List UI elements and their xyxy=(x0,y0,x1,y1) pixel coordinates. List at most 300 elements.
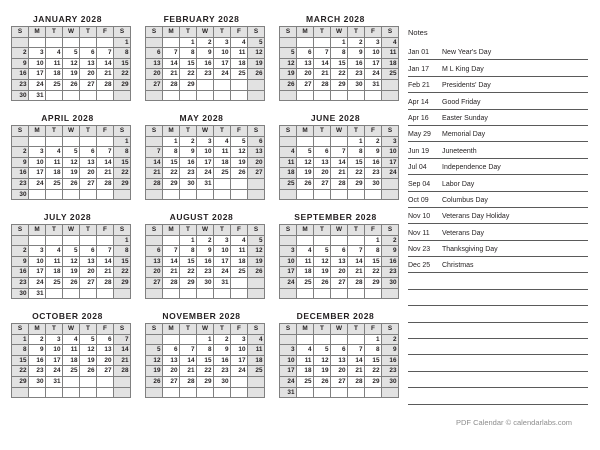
day-cell[interactable]: 19 xyxy=(248,256,265,267)
day-cell[interactable]: 7 xyxy=(163,246,180,257)
day-cell[interactable]: 17 xyxy=(280,366,297,377)
day-cell[interactable]: 24 xyxy=(214,69,231,80)
day-cell[interactable]: 8 xyxy=(114,48,131,59)
day-cell[interactable]: 18 xyxy=(297,366,314,377)
day-cell[interactable]: 20 xyxy=(331,366,348,377)
day-cell[interactable]: 18 xyxy=(46,168,63,179)
day-cell[interactable]: 18 xyxy=(231,58,248,69)
day-cell[interactable]: 23 xyxy=(12,277,29,288)
day-cell[interactable]: 12 xyxy=(80,345,97,356)
day-cell[interactable]: 10 xyxy=(214,246,231,257)
day-cell[interactable]: 20 xyxy=(248,157,265,168)
day-cell[interactable]: 6 xyxy=(146,48,163,59)
day-cell[interactable]: 27 xyxy=(80,79,97,90)
day-cell[interactable]: 11 xyxy=(46,256,63,267)
day-cell[interactable]: 5 xyxy=(231,136,248,147)
day-cell[interactable]: 8 xyxy=(365,246,382,257)
day-cell[interactable]: 25 xyxy=(231,267,248,278)
day-cell[interactable]: 21 xyxy=(314,69,331,80)
day-cell[interactable]: 21 xyxy=(348,366,365,377)
day-cell[interactable]: 7 xyxy=(331,147,348,158)
day-cell[interactable]: 27 xyxy=(331,376,348,387)
day-cell[interactable]: 16 xyxy=(12,267,29,278)
day-cell[interactable]: 10 xyxy=(280,355,297,366)
day-cell[interactable]: 12 xyxy=(314,256,331,267)
day-cell[interactable]: 25 xyxy=(297,277,314,288)
day-cell[interactable]: 19 xyxy=(231,157,248,168)
day-cell[interactable]: 20 xyxy=(297,69,314,80)
day-cell[interactable]: 8 xyxy=(114,147,131,158)
day-cell[interactable]: 26 xyxy=(314,277,331,288)
day-cell[interactable]: 26 xyxy=(314,376,331,387)
day-cell[interactable]: 5 xyxy=(297,147,314,158)
day-cell[interactable]: 19 xyxy=(314,267,331,278)
day-cell[interactable]: 20 xyxy=(331,267,348,278)
day-cell[interactable]: 6 xyxy=(297,48,314,59)
day-cell[interactable]: 20 xyxy=(97,355,114,366)
day-cell[interactable]: 15 xyxy=(197,355,214,366)
note-blank-line[interactable] xyxy=(408,339,588,355)
day-cell[interactable]: 30 xyxy=(348,79,365,90)
day-cell[interactable]: 16 xyxy=(12,168,29,179)
day-cell[interactable]: 2 xyxy=(365,136,382,147)
day-cell[interactable]: 21 xyxy=(348,267,365,278)
day-cell[interactable]: 15 xyxy=(180,256,197,267)
day-cell[interactable]: 14 xyxy=(163,58,180,69)
day-cell[interactable]: 11 xyxy=(231,246,248,257)
day-cell[interactable]: 22 xyxy=(180,267,197,278)
day-cell[interactable]: 7 xyxy=(348,246,365,257)
day-cell[interactable]: 22 xyxy=(197,366,214,377)
note-blank-line[interactable] xyxy=(408,290,588,306)
day-cell[interactable]: 1 xyxy=(12,334,29,345)
day-cell[interactable]: 9 xyxy=(180,147,197,158)
day-cell[interactable]: 19 xyxy=(63,267,80,278)
day-cell[interactable]: 21 xyxy=(163,69,180,80)
day-cell[interactable]: 2 xyxy=(12,246,29,257)
day-cell[interactable]: 27 xyxy=(297,79,314,90)
day-cell[interactable]: 5 xyxy=(63,48,80,59)
day-cell[interactable]: 4 xyxy=(46,246,63,257)
day-cell[interactable]: 1 xyxy=(197,334,214,345)
day-cell[interactable]: 25 xyxy=(46,79,63,90)
day-cell[interactable]: 6 xyxy=(248,136,265,147)
day-cell[interactable]: 24 xyxy=(231,366,248,377)
day-cell[interactable]: 24 xyxy=(214,267,231,278)
day-cell[interactable]: 16 xyxy=(382,256,399,267)
day-cell[interactable]: 26 xyxy=(280,79,297,90)
day-cell[interactable]: 3 xyxy=(214,37,231,48)
day-cell[interactable]: 23 xyxy=(197,267,214,278)
day-cell[interactable]: 18 xyxy=(214,157,231,168)
day-cell[interactable]: 30 xyxy=(12,189,29,200)
day-cell[interactable]: 26 xyxy=(63,178,80,189)
day-cell[interactable]: 24 xyxy=(280,277,297,288)
day-cell[interactable]: 10 xyxy=(231,345,248,356)
day-cell[interactable]: 12 xyxy=(314,355,331,366)
day-cell[interactable]: 13 xyxy=(297,58,314,69)
day-cell[interactable]: 11 xyxy=(297,355,314,366)
day-cell[interactable]: 10 xyxy=(214,48,231,59)
day-cell[interactable]: 11 xyxy=(280,157,297,168)
day-cell[interactable]: 16 xyxy=(214,355,231,366)
day-cell[interactable]: 5 xyxy=(80,334,97,345)
day-cell[interactable]: 25 xyxy=(280,178,297,189)
day-cell[interactable]: 28 xyxy=(331,178,348,189)
day-cell[interactable]: 27 xyxy=(146,79,163,90)
day-cell[interactable]: 26 xyxy=(80,366,97,377)
day-cell[interactable]: 2 xyxy=(12,147,29,158)
day-cell[interactable]: 1 xyxy=(365,334,382,345)
day-cell[interactable]: 1 xyxy=(331,37,348,48)
day-cell[interactable]: 17 xyxy=(365,58,382,69)
day-cell[interactable]: 18 xyxy=(297,267,314,278)
day-cell[interactable]: 31 xyxy=(29,288,46,299)
day-cell[interactable]: 24 xyxy=(29,178,46,189)
day-cell[interactable]: 2 xyxy=(382,334,399,345)
day-cell[interactable]: 1 xyxy=(114,235,131,246)
day-cell[interactable]: 15 xyxy=(180,58,197,69)
day-cell[interactable]: 12 xyxy=(63,256,80,267)
day-cell[interactable]: 19 xyxy=(314,366,331,377)
note-blank-line[interactable] xyxy=(408,273,588,289)
day-cell[interactable]: 17 xyxy=(214,58,231,69)
day-cell[interactable]: 8 xyxy=(114,246,131,257)
day-cell[interactable]: 10 xyxy=(365,48,382,59)
day-cell[interactable]: 27 xyxy=(314,178,331,189)
day-cell[interactable]: 21 xyxy=(97,168,114,179)
day-cell[interactable]: 13 xyxy=(331,256,348,267)
day-cell[interactable]: 22 xyxy=(12,366,29,377)
day-cell[interactable]: 29 xyxy=(114,277,131,288)
day-cell[interactable]: 14 xyxy=(163,256,180,267)
day-cell[interactable]: 11 xyxy=(63,345,80,356)
day-cell[interactable]: 2 xyxy=(180,136,197,147)
day-cell[interactable]: 30 xyxy=(29,376,46,387)
note-blank-line[interactable] xyxy=(408,388,588,404)
day-cell[interactable]: 7 xyxy=(180,345,197,356)
day-cell[interactable]: 24 xyxy=(29,277,46,288)
day-cell[interactable]: 27 xyxy=(80,178,97,189)
day-cell[interactable]: 20 xyxy=(146,267,163,278)
day-cell[interactable]: 7 xyxy=(97,48,114,59)
day-cell[interactable]: 28 xyxy=(348,376,365,387)
day-cell[interactable]: 7 xyxy=(114,334,131,345)
day-cell[interactable]: 22 xyxy=(163,168,180,179)
day-cell[interactable]: 26 xyxy=(63,277,80,288)
day-cell[interactable]: 19 xyxy=(297,168,314,179)
day-cell[interactable]: 3 xyxy=(29,147,46,158)
day-cell[interactable]: 23 xyxy=(382,267,399,278)
day-cell[interactable]: 15 xyxy=(331,58,348,69)
day-cell[interactable]: 12 xyxy=(280,58,297,69)
day-cell[interactable]: 13 xyxy=(146,256,163,267)
day-cell[interactable]: 31 xyxy=(214,277,231,288)
day-cell[interactable]: 22 xyxy=(331,69,348,80)
day-cell[interactable]: 5 xyxy=(248,235,265,246)
note-blank-line[interactable] xyxy=(408,306,588,322)
day-cell[interactable]: 3 xyxy=(214,235,231,246)
day-cell[interactable]: 8 xyxy=(12,345,29,356)
day-cell[interactable]: 21 xyxy=(331,168,348,179)
day-cell[interactable]: 27 xyxy=(163,376,180,387)
day-cell[interactable]: 10 xyxy=(29,58,46,69)
day-cell[interactable]: 17 xyxy=(214,256,231,267)
day-cell[interactable]: 9 xyxy=(29,345,46,356)
day-cell[interactable]: 4 xyxy=(46,48,63,59)
day-cell[interactable]: 11 xyxy=(382,48,399,59)
day-cell[interactable]: 31 xyxy=(29,90,46,101)
note-blank-line[interactable] xyxy=(408,355,588,371)
day-cell[interactable]: 6 xyxy=(314,147,331,158)
day-cell[interactable]: 1 xyxy=(114,37,131,48)
day-cell[interactable]: 26 xyxy=(63,79,80,90)
day-cell[interactable]: 14 xyxy=(348,355,365,366)
day-cell[interactable]: 25 xyxy=(214,168,231,179)
day-cell[interactable]: 8 xyxy=(348,147,365,158)
day-cell[interactable]: 27 xyxy=(248,168,265,179)
day-cell[interactable]: 11 xyxy=(297,256,314,267)
day-cell[interactable]: 9 xyxy=(197,246,214,257)
day-cell[interactable]: 3 xyxy=(29,246,46,257)
day-cell[interactable]: 16 xyxy=(348,58,365,69)
day-cell[interactable]: 28 xyxy=(146,178,163,189)
day-cell[interactable]: 15 xyxy=(12,355,29,366)
day-cell[interactable]: 23 xyxy=(365,168,382,179)
day-cell[interactable]: 10 xyxy=(382,147,399,158)
day-cell[interactable]: 17 xyxy=(231,355,248,366)
day-cell[interactable]: 18 xyxy=(46,69,63,80)
day-cell[interactable]: 1 xyxy=(365,235,382,246)
day-cell[interactable]: 19 xyxy=(63,168,80,179)
day-cell[interactable]: 15 xyxy=(114,58,131,69)
day-cell[interactable]: 23 xyxy=(348,69,365,80)
day-cell[interactable]: 16 xyxy=(29,355,46,366)
day-cell[interactable]: 16 xyxy=(382,355,399,366)
day-cell[interactable]: 4 xyxy=(248,334,265,345)
day-cell[interactable]: 22 xyxy=(114,168,131,179)
day-cell[interactable]: 15 xyxy=(114,157,131,168)
day-cell[interactable]: 12 xyxy=(63,157,80,168)
note-blank-line[interactable] xyxy=(408,372,588,388)
day-cell[interactable]: 23 xyxy=(12,79,29,90)
day-cell[interactable]: 21 xyxy=(97,69,114,80)
day-cell[interactable]: 29 xyxy=(197,376,214,387)
day-cell[interactable]: 29 xyxy=(114,79,131,90)
day-cell[interactable]: 20 xyxy=(163,366,180,377)
day-cell[interactable]: 3 xyxy=(197,136,214,147)
day-cell[interactable]: 17 xyxy=(197,157,214,168)
day-cell[interactable]: 21 xyxy=(163,267,180,278)
day-cell[interactable]: 4 xyxy=(231,37,248,48)
day-cell[interactable]: 1 xyxy=(180,37,197,48)
day-cell[interactable]: 26 xyxy=(231,168,248,179)
day-cell[interactable]: 29 xyxy=(365,277,382,288)
day-cell[interactable]: 9 xyxy=(348,48,365,59)
day-cell[interactable]: 28 xyxy=(314,79,331,90)
day-cell[interactable]: 5 xyxy=(314,246,331,257)
day-cell[interactable]: 7 xyxy=(97,246,114,257)
day-cell[interactable]: 14 xyxy=(114,345,131,356)
day-cell[interactable]: 24 xyxy=(46,366,63,377)
day-cell[interactable]: 9 xyxy=(12,58,29,69)
day-cell[interactable]: 3 xyxy=(365,37,382,48)
day-cell[interactable]: 9 xyxy=(12,157,29,168)
day-cell[interactable]: 30 xyxy=(382,277,399,288)
day-cell[interactable]: 14 xyxy=(314,58,331,69)
day-cell[interactable]: 28 xyxy=(97,178,114,189)
day-cell[interactable]: 5 xyxy=(248,37,265,48)
day-cell[interactable]: 1 xyxy=(180,235,197,246)
day-cell[interactable]: 10 xyxy=(29,256,46,267)
day-cell[interactable]: 29 xyxy=(180,79,197,90)
day-cell[interactable]: 28 xyxy=(97,277,114,288)
day-cell[interactable]: 29 xyxy=(114,178,131,189)
day-cell[interactable]: 11 xyxy=(231,48,248,59)
day-cell[interactable]: 19 xyxy=(63,69,80,80)
day-cell[interactable]: 30 xyxy=(382,376,399,387)
day-cell[interactable]: 10 xyxy=(29,157,46,168)
day-cell[interactable]: 3 xyxy=(280,345,297,356)
day-cell[interactable]: 21 xyxy=(180,366,197,377)
day-cell[interactable]: 11 xyxy=(248,345,265,356)
day-cell[interactable]: 8 xyxy=(180,246,197,257)
day-cell[interactable]: 20 xyxy=(314,168,331,179)
day-cell[interactable]: 22 xyxy=(365,366,382,377)
day-cell[interactable]: 6 xyxy=(331,246,348,257)
day-cell[interactable]: 4 xyxy=(382,37,399,48)
day-cell[interactable]: 17 xyxy=(29,69,46,80)
day-cell[interactable]: 23 xyxy=(214,366,231,377)
day-cell[interactable]: 5 xyxy=(280,48,297,59)
day-cell[interactable]: 18 xyxy=(46,267,63,278)
day-cell[interactable]: 1 xyxy=(163,136,180,147)
day-cell[interactable]: 5 xyxy=(63,147,80,158)
day-cell[interactable]: 9 xyxy=(382,246,399,257)
day-cell[interactable]: 8 xyxy=(197,345,214,356)
day-cell[interactable]: 6 xyxy=(80,147,97,158)
day-cell[interactable]: 11 xyxy=(46,157,63,168)
day-cell[interactable]: 12 xyxy=(146,355,163,366)
day-cell[interactable]: 26 xyxy=(146,376,163,387)
day-cell[interactable]: 13 xyxy=(331,355,348,366)
day-cell[interactable]: 28 xyxy=(97,79,114,90)
day-cell[interactable]: 18 xyxy=(280,168,297,179)
day-cell[interactable]: 5 xyxy=(146,345,163,356)
day-cell[interactable]: 7 xyxy=(314,48,331,59)
day-cell[interactable]: 29 xyxy=(365,376,382,387)
day-cell[interactable]: 4 xyxy=(46,147,63,158)
day-cell[interactable]: 25 xyxy=(231,69,248,80)
day-cell[interactable]: 31 xyxy=(46,376,63,387)
day-cell[interactable]: 14 xyxy=(97,256,114,267)
day-cell[interactable]: 16 xyxy=(197,256,214,267)
day-cell[interactable]: 24 xyxy=(382,168,399,179)
day-cell[interactable]: 4 xyxy=(297,246,314,257)
day-cell[interactable]: 4 xyxy=(231,235,248,246)
day-cell[interactable]: 16 xyxy=(12,69,29,80)
day-cell[interactable]: 19 xyxy=(80,355,97,366)
day-cell[interactable]: 20 xyxy=(80,69,97,80)
day-cell[interactable]: 8 xyxy=(331,48,348,59)
day-cell[interactable]: 9 xyxy=(382,345,399,356)
day-cell[interactable]: 14 xyxy=(146,157,163,168)
day-cell[interactable]: 20 xyxy=(146,69,163,80)
day-cell[interactable]: 15 xyxy=(114,256,131,267)
day-cell[interactable]: 16 xyxy=(197,58,214,69)
day-cell[interactable]: 28 xyxy=(163,277,180,288)
day-cell[interactable]: 31 xyxy=(365,79,382,90)
day-cell[interactable]: 15 xyxy=(348,157,365,168)
day-cell[interactable]: 2 xyxy=(348,37,365,48)
day-cell[interactable]: 25 xyxy=(46,277,63,288)
day-cell[interactable]: 2 xyxy=(197,37,214,48)
day-cell[interactable]: 3 xyxy=(46,334,63,345)
day-cell[interactable]: 18 xyxy=(231,256,248,267)
day-cell[interactable]: 27 xyxy=(146,277,163,288)
day-cell[interactable]: 23 xyxy=(180,168,197,179)
day-cell[interactable]: 17 xyxy=(29,168,46,179)
day-cell[interactable]: 13 xyxy=(80,58,97,69)
day-cell[interactable]: 29 xyxy=(180,277,197,288)
day-cell[interactable]: 17 xyxy=(280,267,297,278)
day-cell[interactable]: 2 xyxy=(12,48,29,59)
day-cell[interactable]: 6 xyxy=(331,345,348,356)
day-cell[interactable]: 11 xyxy=(46,58,63,69)
day-cell[interactable]: 31 xyxy=(280,387,297,398)
day-cell[interactable]: 24 xyxy=(280,376,297,387)
day-cell[interactable]: 26 xyxy=(248,267,265,278)
day-cell[interactable]: 2 xyxy=(214,334,231,345)
day-cell[interactable]: 12 xyxy=(297,157,314,168)
day-cell[interactable]: 28 xyxy=(348,277,365,288)
day-cell[interactable]: 12 xyxy=(231,147,248,158)
day-cell[interactable]: 11 xyxy=(214,147,231,158)
day-cell[interactable]: 30 xyxy=(180,178,197,189)
day-cell[interactable]: 13 xyxy=(97,345,114,356)
day-cell[interactable]: 9 xyxy=(214,345,231,356)
day-cell[interactable]: 6 xyxy=(80,48,97,59)
day-cell[interactable]: 16 xyxy=(180,157,197,168)
day-cell[interactable]: 14 xyxy=(97,157,114,168)
day-cell[interactable]: 9 xyxy=(12,256,29,267)
day-cell[interactable]: 18 xyxy=(248,355,265,366)
day-cell[interactable]: 23 xyxy=(12,178,29,189)
day-cell[interactable]: 14 xyxy=(180,355,197,366)
day-cell[interactable]: 6 xyxy=(163,345,180,356)
day-cell[interactable]: 13 xyxy=(80,157,97,168)
day-cell[interactable]: 23 xyxy=(197,69,214,80)
day-cell[interactable]: 13 xyxy=(163,355,180,366)
day-cell[interactable]: 17 xyxy=(382,157,399,168)
day-cell[interactable]: 10 xyxy=(197,147,214,158)
day-cell[interactable]: 28 xyxy=(163,79,180,90)
day-cell[interactable]: 20 xyxy=(80,267,97,278)
day-cell[interactable]: 22 xyxy=(180,69,197,80)
day-cell[interactable]: 15 xyxy=(365,256,382,267)
day-cell[interactable]: 19 xyxy=(146,366,163,377)
day-cell[interactable]: 22 xyxy=(365,267,382,278)
day-cell[interactable]: 2 xyxy=(29,334,46,345)
day-cell[interactable]: 14 xyxy=(97,58,114,69)
day-cell[interactable]: 29 xyxy=(163,178,180,189)
day-cell[interactable]: 16 xyxy=(365,157,382,168)
day-cell[interactable]: 2 xyxy=(197,235,214,246)
day-cell[interactable]: 17 xyxy=(29,267,46,278)
day-cell[interactable]: 12 xyxy=(63,58,80,69)
day-cell[interactable]: 20 xyxy=(80,168,97,179)
day-cell[interactable]: 21 xyxy=(97,267,114,278)
